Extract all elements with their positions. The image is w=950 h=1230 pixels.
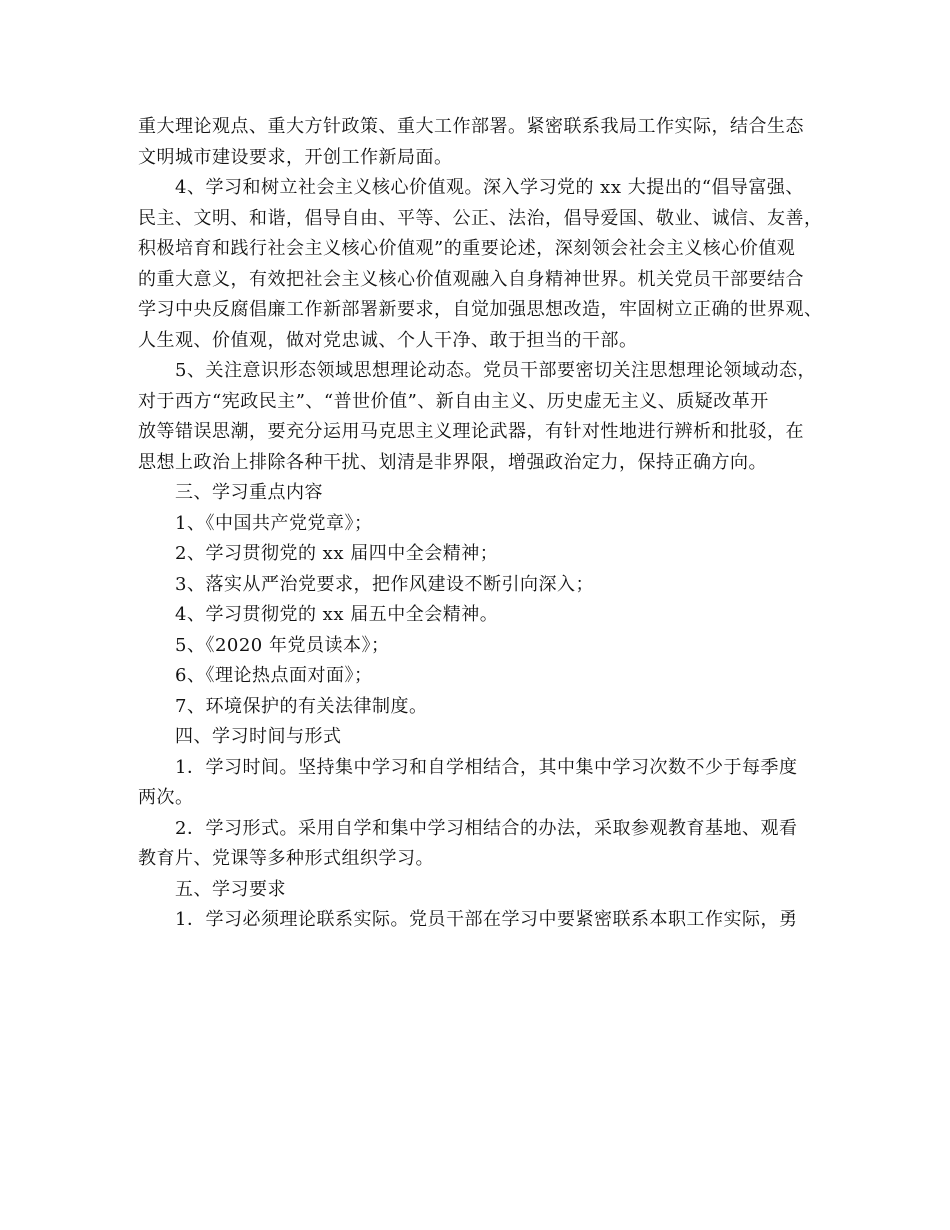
paragraph [138, 814, 818, 875]
text-line: 五、学习要求 [175, 878, 286, 900]
paragraph [138, 631, 818, 662]
text-line: 2、学习贯彻党的 xx 届四中全会精神； [175, 543, 499, 564]
paragraph [138, 600, 818, 631]
text-line: 2．学习形式。采用自学和集中学习相结合的办法，采取参观教育基地、观看 [175, 817, 798, 839]
text-line: 学习中央反腐倡廉工作新部署新要求，自觉加强思想改造，牢固树立正确的世界观、 [138, 299, 823, 320]
text-line: 5、《2020 年党员读本》； [175, 634, 390, 656]
text-line: 1、《中国共产党党章》； [175, 512, 373, 534]
text-line: 三、学习重点内容 [175, 482, 323, 503]
paragraph [138, 112, 818, 173]
paragraph [138, 753, 818, 814]
text-line: 放等错误思潮，要充分运用马克思主义理论武器，有针对性地进行辨析和批驳，在 [138, 421, 804, 442]
text-line: 文明城市建设要求，开创工作新局面。 [138, 146, 453, 168]
text-line: 3、落实从严治党要求，把作风建设不断引向深入； [175, 573, 594, 595]
paragraph [138, 570, 818, 601]
paragraph [138, 356, 818, 478]
text-line: 对于西方“宪政民主”、“普世价值”、新自由主义、历史虚无主义、质疑改革开 [138, 390, 769, 412]
text-line: 5、关注意识形态领域思想理论动态。党员干部要密切关注思想理论领域动态， [175, 360, 816, 381]
text-line: 思想上政治上排除各种干扰、划清是非界限，增强政治定力，保持正确方向。 [138, 451, 767, 473]
text-line: 教育片、党课等多种形式组织学习。 [138, 848, 434, 869]
paragraph [138, 478, 818, 509]
text-line: 7、环境保护的有关法律制度。 [175, 695, 428, 717]
text-line: 人生观、价值观，做对党忠诚、个人干净、敢于担当的干部。 [138, 329, 638, 351]
text-line: 6、《理论热点面对面》； [175, 665, 373, 686]
paragraph [138, 692, 818, 723]
paragraph [138, 875, 818, 906]
text-line: 的重大意义，有效把社会主义核心价值观融入自身精神世界。机关党员干部要结合 [138, 268, 804, 290]
document-body [138, 112, 823, 936]
text-line: 重大理论观点、重大方针政策、重大工作部署。紧密联系我局工作实际，结合生态 [138, 116, 804, 137]
paragraph [138, 905, 818, 936]
paragraph [138, 661, 818, 692]
text-line: 民主、文明、和谐，倡导自由、平等、公正、法治，倡导爱国、敬业、诚信、友善， [138, 207, 823, 229]
text-line: 积极培育和践行社会主义核心价值观”的重要论述，深刻领会社会主义核心价值观 [138, 238, 796, 259]
text-line: 4、学习和树立社会主义核心价值观。深入学习党的 xx 大提出的“倡导富强、 [175, 177, 804, 198]
text-line: 4、学习贯彻党的 xx 届五中全会精神。 [175, 604, 499, 625]
paragraph [138, 722, 818, 753]
text-line: 1．学习时间。坚持集中学习和自学相结合，其中集中学习次数不少于每季度 [175, 756, 798, 778]
text-line: 两次。 [138, 787, 194, 808]
paragraph [138, 539, 818, 570]
text-line: 四、学习时间与形式 [175, 726, 342, 747]
paragraph [138, 509, 818, 540]
text-line: 1．学习必须理论联系实际。党员干部在学习中要紧密联系本职工作实际，勇 [175, 909, 798, 930]
paragraph [138, 173, 823, 356]
